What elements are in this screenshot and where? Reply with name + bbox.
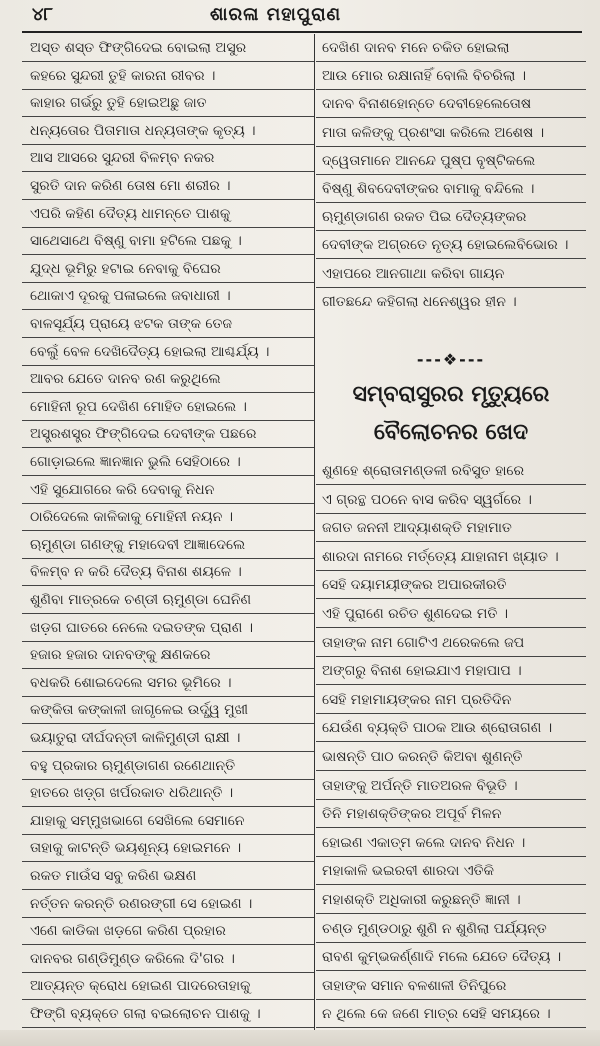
verse-line: ମାତା କଳିଙ୍କୁ ପ୍ରଶଂସା କରିଲେ ଅଶେଷ ।: [316, 119, 586, 147]
verse-line: ଯେଉଁଣ ବ୍ୟକ୍ତି ପାଠକ ଆଉ ଶ୍ରୋତାଗଣ ।: [316, 714, 586, 742]
verse-line: ଦାନବ ବିନାଶହୋନ୍ତେ ଦେବୀହେଲେତୋଷ: [316, 90, 586, 118]
bottom-edge: [0, 1030, 600, 1046]
verse-line: ତାହାଙ୍କ ନାମ ଗୋଟିଏ ଥରେକଲେ ଜପ: [316, 629, 586, 657]
verse-line: ଆବର ଯେତେ ଦାନବ ରଣ କରୁଥିଲେ: [22, 365, 314, 393]
verse-line: ତିନି ମହାଶକ୍ତିଙ୍କର ଅପୂର୍ବ ମିଳନ: [316, 800, 586, 828]
verse-line: ଏଣେ କାଡିକା ଖଡ଼ଗେ କରିଣ ପ୍ରହାର: [22, 917, 314, 945]
verse-line: ଶୁଣହେ ଶ୍ରୋତାମଣ୍ଡଳୀ ରବିସୁତ ହାରେ: [316, 457, 586, 485]
verse-line: ଆସ ଆସରେ ସୁନ୍ଦରୀ ବିଳମ୍ବ ନକର: [22, 144, 314, 172]
verse-line: ଯାହାକୁ ସମ୍ମୁଖଭାଗେ ସେଖିଲେ ସେମାନେ: [22, 807, 314, 835]
section-title-line-1: ସମ୍ବରାସୁରର ମୃତ୍ୟୁରେ: [352, 382, 550, 407]
verse-line: ସେହି ଦୟାମୟୀଙ୍କର ଅପାରକୀରତି: [316, 571, 586, 599]
verse-line: ବାଳସୂର୍ଯ୍ୟ ପ୍ରାୟେ ଝଟକ ତାଙ୍କ ତେଜ: [22, 310, 314, 338]
left-verse-column: [22, 34, 315, 1030]
verse-line: କାହାର ଗର୍ଭରୁ ତୁହି ହୋଇଅଛୁ ଜାତ: [22, 89, 314, 117]
verse-line: ହଜାର ହଜାର ଦାନବଙ୍କୁ କ୍ଷଣକରେ: [22, 641, 314, 669]
verse-line: ଠାରିଦେଲେ କାଳିକାକୁ ମୋହିନୀ ନୟନ ।: [22, 503, 314, 531]
verse-line: ଏପରି କହିଣ ଦୈତ୍ୟ ଧାମନ୍ତେ ପାଶକୁ: [22, 200, 314, 228]
verse-line: ଭାଷନ୍ତି ପାଠ କରନ୍ତି କିଅବା ଶୁଣନ୍ତି: [316, 743, 586, 771]
verse-line: ଶୁଣିବା ମାତ୍ରକେ ଚଣ୍ଡୀ ଋମୁଣ୍ଡା ଘେନିଣ: [22, 586, 314, 614]
verse-line: ତାହାକୁ କାଟନ୍ତି ଭୟଶୂନ୍ୟ ହୋଇମନେ ।: [22, 834, 314, 862]
verse-line: ଦାନବର ଗଣ୍ଡିମୁଣ୍ଡ କରିଲେ ଦି'ଗର ।: [22, 945, 314, 973]
verse-line: ନ ଥିଲେ କେ ଜଣେ ମାତ୍ର ସେହି ସମୟରେ ।: [316, 1000, 586, 1028]
verse-line: ଦେବୀଙ୍କ ଅଗ୍ରତେ ନୃତ୍ୟ ହୋଇଲେବିଭୋର ।: [316, 231, 586, 259]
verse-line: ଜଗତ ଜନନୀ ଆଦ୍ୟାଶକ୍ତି ମହାମାତ: [316, 514, 586, 542]
verse-line: ମୋହିନୀ ରୂପ ଦେଖିଣ ମୋହିତ ହୋଇଲେ ।: [22, 393, 314, 421]
page-header: [0, 0, 600, 32]
verse-line: ହାତରେ ଖଡ଼୍ଗ ଖର୍ପରକାତ ଧରିଥାନ୍ତି ।: [22, 779, 314, 807]
verse-line: ଦେଖିଣ ଦାନବ ମନେ ଚକିତ ହୋଇଲା: [316, 34, 586, 62]
verse-line: ମହାଶକ୍ତି ଅଧିକାରୀ କରୁଛନ୍ତି ଜ୍ଞାନୀ ।: [316, 886, 586, 914]
verse-line: କହରେ ସୁନ୍ଦରୀ ତୁହି କାରନା ରୀବର ।: [22, 62, 314, 90]
section-ornament: ---❖---: [416, 350, 486, 369]
verse-line: ଅଙ୍ଗରୁ ବିନାଶ ହୋଇଯାଏ ମହାପାପ ।: [316, 657, 586, 685]
verse-line: ଶାରଦା ନାମରେ ମର୍ତ୍ତ୍ୟେ ଯାହାନାମ ଖ୍ୟାତ ।: [316, 543, 586, 571]
verse-line: ଏହି ସୁଯୋଗରେ କରି ଦେବାକୁ ନିଧନ: [22, 476, 314, 504]
right-verse-column: [316, 34, 586, 1030]
verse-line: କଙ୍କିତା କଙ୍କାଳୀ ଜାଗୃଳେଇ ଉର୍ଦ୍ଧ୍ୱ ମୁଖୀ: [22, 696, 314, 724]
verse-line: ରକତ ମାଉଁସ ସବୁ କରିଣ ଭକ୍ଷଣ: [22, 862, 314, 890]
verse-line: ତାହାଙ୍କ ସମାନ ବଳଶାଳୀ ତିନିପୁରେ: [316, 972, 586, 1000]
verse-line: ଅସ୍ତ୍ରଶସ୍ତ୍ର ଫିଙ୍ଗିଦେଇ ଦେବୀଙ୍କ ପଛରେ: [22, 420, 314, 448]
verse-line: ଭୟାତୁରା ଦୀର୍ଘଦନ୍ତୀ କାଳିମୁଣ୍ଡୀ ରାକ୍ଷୀ ।: [22, 724, 314, 752]
verse-line: ମହାକାଳି ଭଇରବୀ ଶାରଦା ଏତିକି: [316, 857, 586, 885]
verse-line: ଆଉ ମୋର ରକ୍ଷାନାହିଁ ବୋଲି ବିଚରିଲା ।: [316, 62, 586, 90]
verse-line: ସେହି ମହାମାୟଙ୍କର ନାମ ପ୍ରତିଦିନ: [316, 686, 586, 714]
verse-line: ଏହାପରେ ଆନଗାଥା କରିବା ଗାୟନ: [316, 260, 586, 288]
verse-line: ଥୋକାଏ ଦୂରକୁ ପଳାଇଲେ ଜବାଧାରୀ ।: [22, 282, 314, 310]
verse-line: ଋମୁଣ୍ଡା ଗଣଙ୍କୁ ମହାଦେବୀ ଆଜ୍ଞାଦେଲେ: [22, 531, 314, 559]
page-number: ୪୮: [32, 4, 53, 25]
running-title: ଶାରଳା ମହାପୁରାଣ: [210, 4, 342, 25]
verse-line: ଚଣ୍ଡ ମୁଣ୍ଡଠାରୁ ଶୁଣି ନ ଶୁଣିଲା ପର୍ଯ୍ୟନ୍ତ: [316, 915, 586, 943]
verse-line: ଏ ଗ୍ରନ୍ଥ ପଠନେ ବାସ କରିବ ସ୍ୱର୍ଗରେ ।: [316, 486, 586, 514]
verse-line: ଯୁଦ୍ଧ ଭୂମିରୁ ହଟାଇ ନେବାକୁ ବିଘେର: [22, 255, 314, 283]
verse-line: ସାଥେସାଥେ ବିଷ୍ଣୁ ବାମା ହଟିଲେ ପଛକୁ ।: [22, 227, 314, 255]
verse-line: ନର୍ତ୍ତନ କରନ୍ତି ରଣରଙ୍ଗୀ ସେ ହୋଇଣ ।: [22, 890, 314, 918]
verse-line: ସୁରତି ଦାନ କରିଣ ତୋଷ ମୋ ଶରୀର ।: [22, 172, 314, 200]
verse-line: ଖଡ଼ଗ ଘାତରେ ନେଲେ ଦଇତଙ୍କ ପ୍ରାଣ ।: [22, 614, 314, 642]
verse-line: ଗୀତଛନ୍ଦେ କହିଗଲା ଧନେଶ୍ୱର ହୀନ ।: [322, 293, 517, 310]
section-title-line-2: ବୈଲୋଚନର ଖେଦ: [373, 420, 529, 445]
verse-line: ବିଳମ୍ବ ନ କରି ଦୈତ୍ୟ ବିନାଶ ଶୟଳେ ।: [22, 558, 314, 586]
verse-line: ଫିଙ୍ଗି ବ୍ୟକ୍ତେ ଗଲା ବଇଲୋଚନ ପାଶକୁ ।: [22, 1000, 314, 1028]
verse-line: ଏହି ପୁରାଣେ ରଚିତ ଶୁଣଦେଇ ମତି ।: [316, 600, 586, 628]
verse-line: ବଧକରି ଶୋଇଦେଲେ ସମର ଭୂମିରେ ।: [22, 669, 314, 697]
verse-line: ଆତ୍ୟନ୍ତ କ୍ରୋଧ ହୋଇଣ ପାଦରେତାହାକୁ: [22, 972, 314, 1000]
verse-line: ତାହାଙ୍କୁ ଅର୍ପନ୍ତି ମାତଅରଳ ବିଭୂତି ।: [316, 772, 586, 800]
header-rule: [22, 31, 582, 33]
verse-line: ହୋଇଣ ଏକାତ୍ମ କଲେ ଦାନବ ନିଧନ ।: [316, 829, 586, 857]
verse-line: ଅସ୍ତ ଶସ୍ତ ଫିଙ୍ଗିଦେଇ ବୋଇଲା ଅସୁର: [22, 34, 314, 62]
verse-line: ରାବଣ କୁମ୍ଭକର୍ଣ୍ଣାଦି ମଲେ ଯେତେ ଦୈତ୍ୟ ।: [316, 943, 586, 971]
verse-line: ଦ୍ୱେତାମାନେ ଆନନ୍ଦେ ପୁଷ୍ପ ବୃଷ୍ଟିକଲେ: [316, 147, 586, 175]
verse-line: ବିଷ୍ଣୁ ଶିବଦେବୀଙ୍କର ବାମାକୁ ବନ୍ଦିଲେ ।: [316, 175, 586, 203]
verse-line: ବହୁ ପ୍ରକାର ଋମୁଣ୍ଡାଗଣ ରଣେଥାନ୍ତି: [22, 752, 314, 780]
verse-line: ବେଲୁଁ ବେଳ ଦେଖିଦୈତ୍ୟ ହୋଇଲା ଆଶ୍ଚର୍ଯ୍ୟ ।: [22, 338, 314, 366]
verse-line: ଋମୁଣ୍ଡାଗଣ ରକତ ପିଇ ଦୈତ୍ୟଙ୍କର: [316, 203, 586, 231]
verse-line: ଗୋଡ଼ାଇଲେ ଜ୍ଞାନଜ୍ଞାନ ଭୁଲି ସେହିଠାରେ ।: [22, 448, 314, 476]
verse-line: ଧନ୍ୟତୋର ପିତାମାତା ଧନ୍ୟତାଙ୍କ କୃତ୍ୟ ।: [22, 117, 314, 145]
